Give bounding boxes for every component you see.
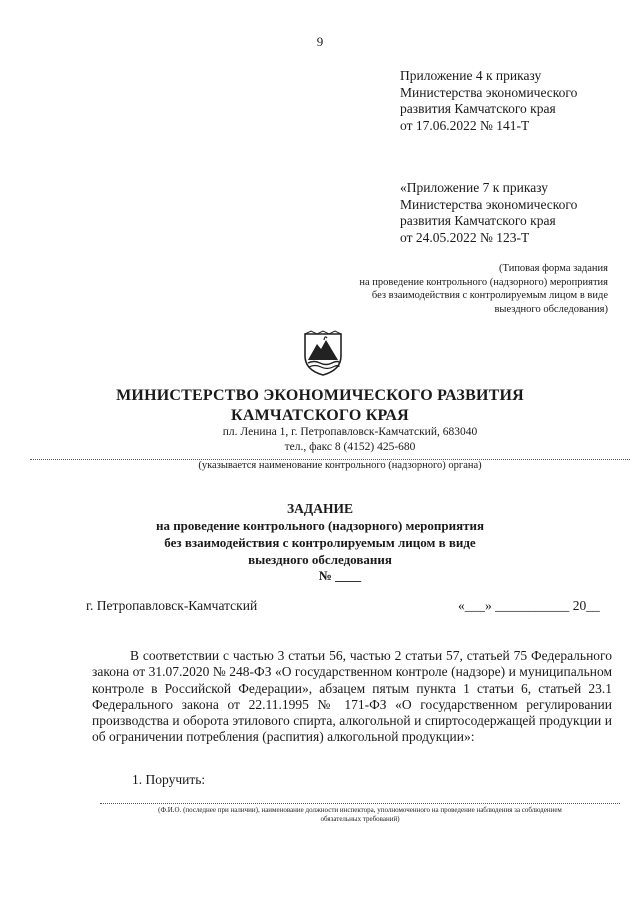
organization-title-line1: МИНИСТЕРСТВО ЭКОНОМИЧЕСКОГО РАЗВИТИЯ <box>116 387 524 404</box>
form-note-line: на проведение контрольного (надзорного) мероприятия <box>359 276 608 288</box>
body-paragraph: В соответствии с частью 3 статьи 56, частью 2 статьи 57, статьей 75 Федерального закона от 31.07.2020 № 248-ФЗ «О государственном контроле (надзоре) и муниципальном контроле в Российской Федерации», абзацем пятым пункта 1 статьи 6, статьей 23.1 Федерального закона от 22.11.1995 № 171-ФЗ «О государственном регулировании производства и оборота этилового спирта, алкогольной и спиртосодержащей продукции и об ограничении потребления (распития) алкогольной продукции»: <box>92 648 612 745</box>
annex-original-line: от 24.05.2022 № 123-Т <box>400 229 530 245</box>
organization-caption: (указывается наименование контрольного (надзорного) органа) <box>198 460 482 471</box>
form-note-line: (Типовая форма задания <box>499 263 608 274</box>
task-subtitle <box>0 517 640 568</box>
footer-divider <box>100 803 620 804</box>
annex-order-line: развития Камчатского края <box>400 101 556 116</box>
instruction-item: 1. Поручить: <box>132 772 206 787</box>
organization-phone: тел., факс 8 (4152) 425-680 <box>284 441 416 453</box>
task-title: ЗАДАНИЕ <box>287 501 353 516</box>
annex-order-block <box>400 68 630 134</box>
annex-original-line: развития Камчатского края <box>400 213 556 228</box>
form-note-line: без взаимодействия с контролируемым лицом в виде <box>371 290 608 301</box>
annex-order-line: Приложение 4 к приказу <box>400 68 542 83</box>
organization-address: пл. Ленина 1, г. Петропавловск-Камчатский, 683040 <box>222 426 478 438</box>
coat-of-arms-emblem <box>302 330 344 376</box>
organization-title <box>0 386 640 426</box>
document-date: «___» ___________ 20__ <box>458 598 600 613</box>
task-subtitle-line: выездного обследования <box>248 552 392 567</box>
task-subtitle-line: на проведение контрольного (надзорного) мероприятия <box>155 518 485 533</box>
document-city: г. Петропавловск-Камчатский <box>86 598 258 613</box>
annex-original-line: Министерства экономического <box>400 196 578 212</box>
form-note-line: выездного обследования) <box>494 303 608 315</box>
page-number: 9 <box>316 34 324 49</box>
annex-original-line: «Приложение 7 к приказу <box>400 180 548 195</box>
body-paragraph-block <box>92 648 612 746</box>
annex-order-line: от 17.06.2022 № 141-Т <box>400 117 530 133</box>
footer-caption-line: обязательных требований) <box>320 815 400 823</box>
annex-order-line: Министерства экономического <box>400 84 578 100</box>
organization-title-line2: КАМЧАТСКОГО КРАЯ <box>231 407 409 424</box>
task-subtitle-line: без взаимодействия с контролируемым лицом в виде <box>164 535 476 550</box>
footer-caption-line: (Ф.И.О. (последнее при наличии), наименование должности инспектора, уполномоченного на проведение наблюдения за соблюдением <box>158 806 562 814</box>
annex-original-block <box>400 180 630 246</box>
task-number: № ____ <box>318 568 362 583</box>
footer-caption <box>90 806 630 824</box>
form-note <box>288 262 608 316</box>
organization-contacts <box>0 425 640 455</box>
